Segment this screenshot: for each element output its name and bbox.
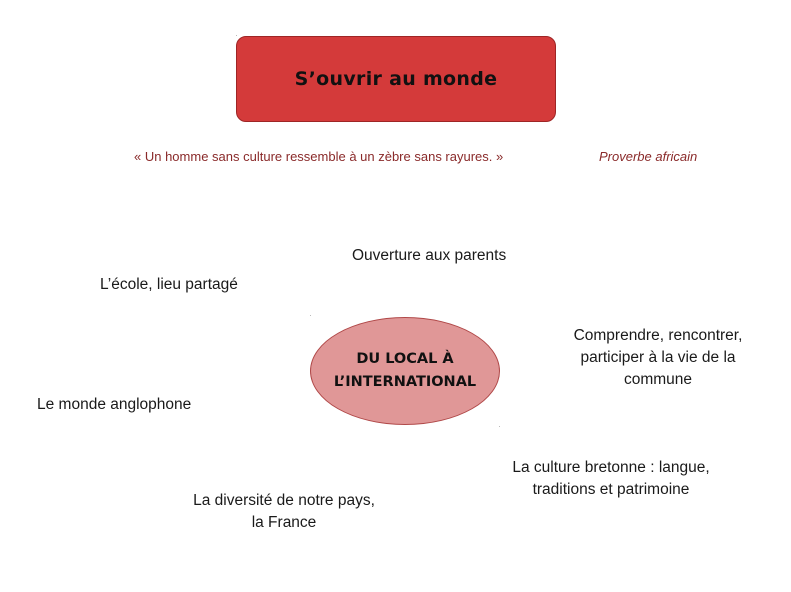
branch-commune: Comprendre, rencontrer, participer à la vie de la commune [573, 327, 743, 388]
anchor-dot [499, 426, 500, 427]
branch-parents: Ouverture aux parents [352, 247, 507, 264]
quote-text: « Un homme sans culture ressemble à un zèbre sans rayures. » [134, 149, 504, 164]
anchor-dot [236, 35, 237, 36]
branch-france-diversity: La diversité de notre pays, la France [193, 492, 375, 531]
central-node-label: DU LOCAL À L’INTERNATIONAL [333, 351, 477, 390]
central-node [310, 317, 500, 425]
branch-english-world: Le monde anglophone [37, 396, 192, 413]
anchor-dot [310, 315, 311, 316]
diagram-title: S’ouvrir au monde [294, 68, 498, 90]
quote-source: Proverbe africain [599, 149, 698, 164]
branch-breton-culture: La culture bretonne : langue, traditions et patrimoine [512, 459, 710, 498]
title-box [236, 36, 556, 122]
branch-school: L’école, lieu partagé [100, 276, 238, 293]
